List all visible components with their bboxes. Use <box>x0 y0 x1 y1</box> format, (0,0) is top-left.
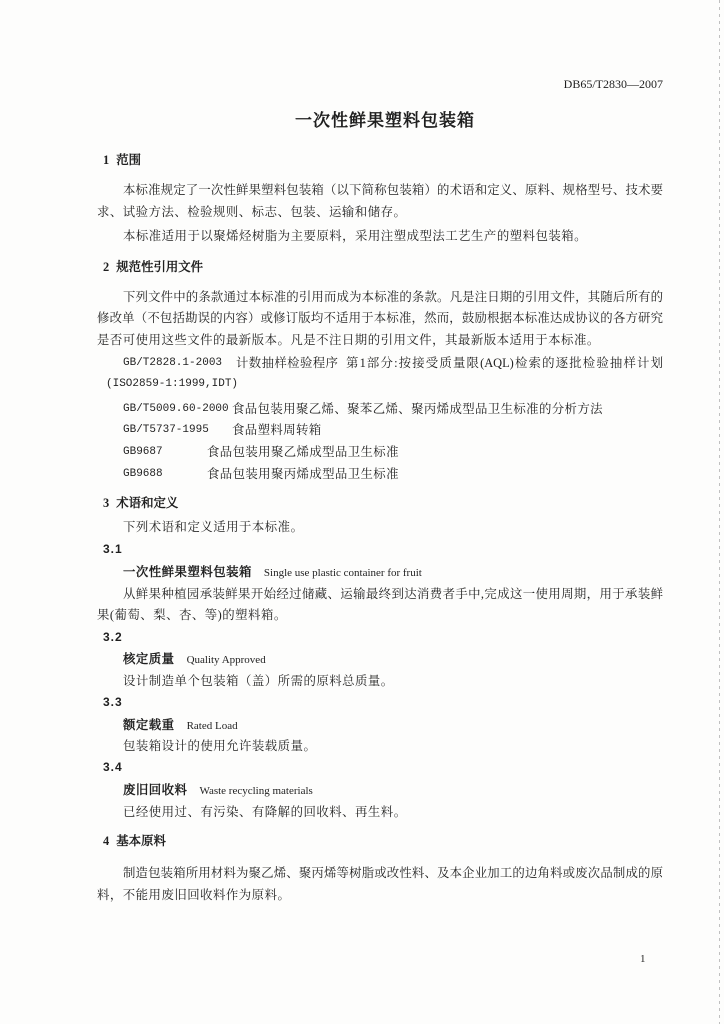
term-entry <box>123 651 266 668</box>
reference-entry <box>123 444 663 460</box>
term-number: 3.3 <box>103 695 123 709</box>
term-english: Single use plastic container for fruit <box>263 567 422 579</box>
term-entry <box>123 717 238 734</box>
references-intro-line: 是否可使用这些文件的最新版本。凡是不注日期的引用文件，其最新版本适用于本标准。 <box>97 333 600 347</box>
term-chinese: 核定质量 <box>123 652 175 666</box>
term-number: 3.1 <box>103 542 123 556</box>
page-number: 1 <box>640 953 646 965</box>
term-entry <box>123 782 313 799</box>
reference-code: GB/T5737-1995 <box>123 424 209 436</box>
reference-title: 食品包装用聚乙烯、聚苯乙烯、聚丙烯成型品卫生标准的分析方法 <box>232 402 603 416</box>
reference-code: GB/T5009.60-2000 <box>123 403 229 415</box>
section-heading-normative-references: 2 规范性引用文件 <box>103 260 204 274</box>
term-definition-line: 已经使用过、有污染、有降解的回收料、再生料。 <box>123 805 407 819</box>
reference-title: 计数抽样检验程序 <box>236 356 339 370</box>
reference-entry <box>123 355 663 371</box>
term-english: Quality Approved <box>186 654 266 666</box>
references-intro-line: 修改单（不包括勘误的内容）或修订版均不适用于本标准，然而，鼓励根据本标准达成协议的各方研究 <box>97 311 663 325</box>
reference-code: GB9688 <box>123 468 163 480</box>
term-english: Waste recycling materials <box>199 785 313 797</box>
scope-paragraph-line: 求、试验方法、检验规则、标志、包装、运输和储存。 <box>97 205 407 219</box>
term-entry <box>123 564 422 581</box>
reference-title: 食品包装用聚丙烯成型品卫生标准 <box>207 467 399 481</box>
section-heading-scope: 1 范围 <box>103 153 142 167</box>
term-number: 3.2 <box>103 630 123 644</box>
materials-paragraph-line: 料，不能用废旧回收料作为原料。 <box>97 888 291 902</box>
reference-entry <box>123 466 663 482</box>
term-definition-line: 包装箱设计的使用允许装载质量。 <box>123 739 317 753</box>
scan-edge-line <box>719 0 720 1024</box>
term-definition-line: 从鲜果种植园承装鲜果开始经过储藏、运输最终到达消费者手中,完成这一使用周期，用于承装鲜 <box>123 587 663 601</box>
reference-note: (ISO2859-1:1999,IDT) <box>106 378 239 390</box>
reference-code: GB/T2828.1-2003 <box>123 357 223 369</box>
reference-part: 第1部分:按接受质量限(AQL)检索的逐批检验抽样计划 <box>346 356 663 370</box>
standard-code: DB65/T2830—2007 <box>563 77 663 91</box>
term-english: Rated Load <box>186 720 238 732</box>
term-definition-line: 果(葡萄、梨、杏、等)的塑料箱。 <box>97 608 287 622</box>
section-heading-terms: 3 术语和定义 <box>103 496 179 510</box>
references-intro-line: 下列文件中的条款通过本标准的引用而成为本标准的条款。凡是注日期的引用文件，其随后所有的 <box>123 290 663 304</box>
document-title: 一次性鲜果塑料包装箱 <box>295 111 475 130</box>
section-heading-materials: 4 基本原料 <box>103 834 166 848</box>
reference-title: 食品塑料周转箱 <box>232 423 322 437</box>
term-definition-line: 设计制造单个包装箱（盖）所需的原料总质量。 <box>123 674 394 688</box>
scope-applicability-line: 本标准适用于以聚烯烃树脂为主要原料，采用注塑成型法工艺生产的塑料包装箱。 <box>123 229 588 243</box>
reference-title: 食品包装用聚乙烯成型品卫生标准 <box>207 445 399 459</box>
materials-paragraph-line: 制造包装箱所用材料为聚乙烯、聚丙烯等树脂或改性料、及本企业加工的边角料或废次品制成的原 <box>123 866 663 880</box>
terms-intro: 下列术语和定义适用于本标准。 <box>123 520 304 534</box>
term-chinese: 一次性鲜果塑料包装箱 <box>123 565 252 579</box>
term-number: 3.4 <box>103 760 123 774</box>
reference-code: GB9687 <box>123 446 163 458</box>
scope-paragraph-line: 本标准规定了一次性鲜果塑料包装箱（以下简称包装箱）的术语和定义、原料、规格型号、技术要 <box>123 183 663 197</box>
term-chinese: 额定载重 <box>123 718 175 732</box>
reference-entry <box>123 401 663 417</box>
term-chinese: 废旧回收料 <box>123 783 188 797</box>
reference-entry <box>123 422 663 438</box>
